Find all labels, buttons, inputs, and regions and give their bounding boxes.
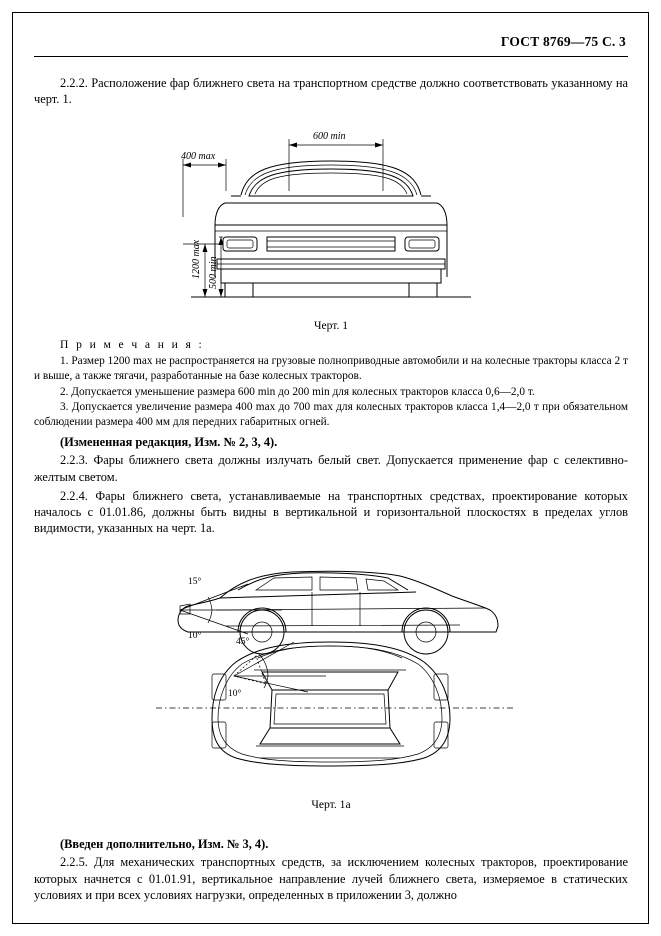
car-front-view	[191, 161, 471, 297]
revision-note-1: (Измененная редакция, Изм. № 2, 3, 4).	[60, 435, 278, 450]
header-rule	[34, 56, 628, 57]
figure-1-caption: Черт. 1	[313, 319, 349, 333]
car-plan-view	[156, 642, 516, 766]
note-2: 2. Допускается уменьшение размера 600 min до 200 min для колесных тракторов класса 0,6—2,0 т.	[60, 385, 535, 398]
angle-45-label: 45°	[236, 637, 250, 648]
page-content	[34, 34, 628, 906]
angle-10-label-side: 10°	[188, 631, 202, 642]
note-3: 3. Допускается увеличение размера 400 max до 700 max для колесных тракторов класса 1,4—2,0 т при обязательном соблюдении размера 400 мм для передних габаритных огней.	[34, 401, 628, 428]
notes-heading: П р и м е ч а н и я :	[60, 338, 205, 352]
dimension-vertical	[183, 237, 224, 297]
paragraph-2-2-3: 2.2.3. Фары ближнего света должны излучать белый свет. Допускается применение фар с селективно-желтым светом.	[34, 453, 628, 484]
angle-15-label: 15°	[188, 577, 202, 588]
note-1: 1. Размер 1200 max не распространяется на грузовые полноприводные автомобили и на колесные тракторы класса 2 т и выше, а также тягачи, разработанные на базе колесных тракторов.	[34, 355, 628, 382]
dim-500-min-label: 500 min	[208, 256, 219, 290]
page-header: ГОСТ 8769—75 С. 3	[500, 34, 626, 49]
paragraph-2-2-2: 2.2.2. Расположение фар ближнего света на транспортном средстве должно соответствовать указанному на черт. 1.	[34, 76, 628, 107]
dim-600-min-label: 600 min	[313, 131, 346, 143]
dim-1200-max-label: 1200 max	[191, 240, 202, 280]
figure-1a-caption: Черт. 1а	[311, 798, 351, 812]
paragraph-2-2-5: 2.2.5. Для механических транспортных средств, за исключением колесных тракторов, проектирование которых начнется с 01.01.91, вертикальное направление лучей ближнего света, измеряемое в статических условиях и при всех условиях нагрузки, определенных в приложении 3, должно	[34, 855, 628, 902]
figure-1a-drawing	[116, 546, 546, 796]
dim-400-max-label: 400 max	[181, 151, 216, 163]
figure-1-drawing	[121, 117, 541, 317]
figure-1	[34, 117, 628, 332]
angle-10-label-plan: 10°	[228, 689, 242, 700]
figure-1a	[34, 546, 628, 811]
revision-note-2: (Введен дополнительно, Изм. № 3, 4).	[60, 837, 269, 852]
paragraph-2-2-4: 2.2.4. Фары ближнего света, устанавливаемые на транспортных средствах, проектирование которых началось с 01.01.86, должны быть видны в вертикальной и горизонтальной плоскостях в пределах углов видимости, указанных на черт. 1а.	[34, 488, 628, 536]
